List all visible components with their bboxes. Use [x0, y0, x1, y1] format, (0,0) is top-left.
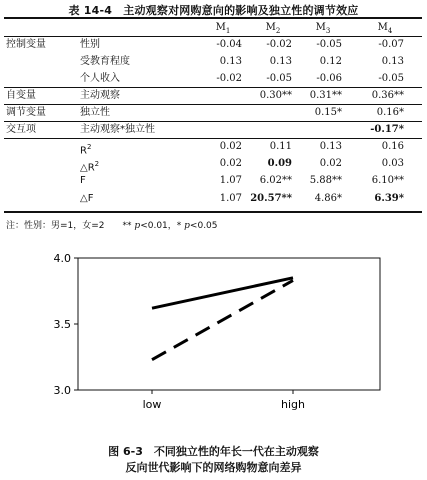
row-variable-label [80, 124, 155, 136]
model-header-subscript: 1 [225, 27, 231, 35]
row-variable-label [80, 193, 93, 205]
table-cell: 0.16* [376, 107, 404, 118]
table-cell: 0.02 [219, 158, 242, 169]
model-header-subscript: 2 [275, 27, 281, 35]
variable-name: 性别 [80, 39, 100, 50]
note-p1-symbol: ** [122, 221, 135, 231]
table-cell: 6.02** [259, 175, 292, 186]
row-variable-label [80, 56, 130, 68]
table-cell: -0.05 [378, 73, 404, 84]
x-tick-label: low [142, 398, 162, 411]
y-tick-label: 3.0 [53, 384, 71, 397]
table-cell: 0.31** [309, 90, 342, 101]
regression-table [4, 17, 422, 213]
row-variable-label [80, 107, 110, 119]
model-header-subscript: 4 [387, 27, 393, 35]
table-cell: -0.02 [216, 73, 242, 84]
table-cell: 0.30** [259, 90, 292, 101]
row-variable-label [80, 175, 86, 187]
table-cell: 6.10** [371, 175, 404, 186]
table-cell: 0.15* [314, 107, 342, 118]
table-cell: -0.17* [370, 124, 404, 135]
table-cell: 0.12 [319, 56, 342, 67]
variable-name: 主动观察 [80, 90, 120, 101]
table-cell: 0.36** [371, 90, 404, 101]
table-rule [4, 211, 422, 213]
table-cell: 0.09 [267, 158, 292, 169]
table-cell: 0.11 [269, 141, 292, 152]
table-cell: 0.02 [219, 141, 242, 152]
model-header [208, 22, 238, 37]
table-rule [4, 138, 422, 139]
figure-caption-line-1: 图 6-3 不同独立性的年长一代在主动观察 [108, 445, 319, 458]
table-cell: 0.03 [381, 158, 404, 169]
table-cell: 0.13 [269, 56, 292, 67]
variable-name: R [80, 145, 87, 157]
table-cell: 0.13 [381, 56, 404, 67]
table-cell: 0.13 [319, 141, 342, 152]
note-p1-rest: <0.01， [140, 221, 177, 231]
model-header [308, 22, 338, 37]
row-variable-label [80, 39, 100, 51]
row-group-label: 自变量 [6, 90, 36, 101]
variable-name: 主动观察*独立性 [80, 124, 155, 135]
variable-superscript: 2 [94, 160, 100, 168]
table-cell: 5.88** [309, 175, 342, 186]
note-p1-variable: p [134, 221, 141, 231]
plot-frame [78, 258, 380, 390]
table-rule [4, 17, 422, 19]
table-cell: -0.06 [316, 73, 342, 84]
variable-name: F [80, 175, 86, 186]
variable-name: △F [80, 193, 94, 204]
table-cell: 1.07 [219, 175, 242, 186]
model-header [258, 22, 288, 37]
variable-name: 个人收入 [80, 73, 120, 84]
table-cell: -0.02 [266, 39, 292, 50]
model-header-letter: M [215, 22, 226, 33]
table-cell: -0.04 [216, 39, 242, 50]
y-tick-label: 4.0 [53, 252, 71, 265]
row-group-label: 控制变量 [6, 39, 46, 50]
model-header-letter: M [377, 22, 388, 33]
table-cell: 0.16 [381, 141, 404, 152]
figure-caption-line-2: 反向世代影响下的网络购物意向差异 [125, 461, 302, 474]
model-header [370, 22, 400, 37]
table-cell: 0.13 [219, 56, 242, 67]
table-cell: 6.39* [374, 193, 404, 204]
table-title: 表 14-4 主动观察对网购意向的影响及独立性的调节效应 [68, 4, 359, 17]
row-variable-label [80, 90, 120, 102]
model-header-letter: M [315, 22, 326, 33]
x-tick-label: high [281, 398, 305, 411]
table-cell: -0.07 [378, 39, 404, 50]
note-p2-variable: p [184, 221, 190, 231]
row-variable-label [80, 158, 99, 174]
row-variable-label [80, 73, 120, 85]
note-p2-symbol: * [176, 221, 185, 231]
table-rule [4, 121, 422, 122]
variable-superscript: 2 [86, 143, 92, 151]
model-header-letter: M [265, 22, 276, 33]
model-header-subscript: 3 [325, 27, 331, 35]
interaction-line-chart [0, 238, 427, 438]
table-rule [4, 87, 422, 88]
table-note [6, 218, 218, 231]
variable-name: △R [80, 162, 95, 174]
table-cell: -0.05 [266, 73, 292, 84]
y-tick-label: 3.5 [53, 318, 71, 331]
note-p2-rest: <0.05 [189, 221, 218, 231]
table-cell: 20.57** [250, 193, 292, 204]
table-cell: 4.86* [314, 193, 342, 204]
table-cell: 0.02 [319, 158, 342, 169]
table-cell: -0.05 [316, 39, 342, 50]
row-group-label: 交互项 [6, 124, 36, 135]
table-cell: 1.07 [219, 193, 242, 204]
note-prefix: 注：性别：男=1，女=2 [6, 221, 123, 231]
row-group-label: 调节变量 [6, 107, 46, 118]
variable-name: 独立性 [80, 107, 110, 118]
table-rule [4, 104, 422, 105]
variable-name: 受教育程度 [80, 56, 130, 67]
row-variable-label [80, 141, 91, 157]
